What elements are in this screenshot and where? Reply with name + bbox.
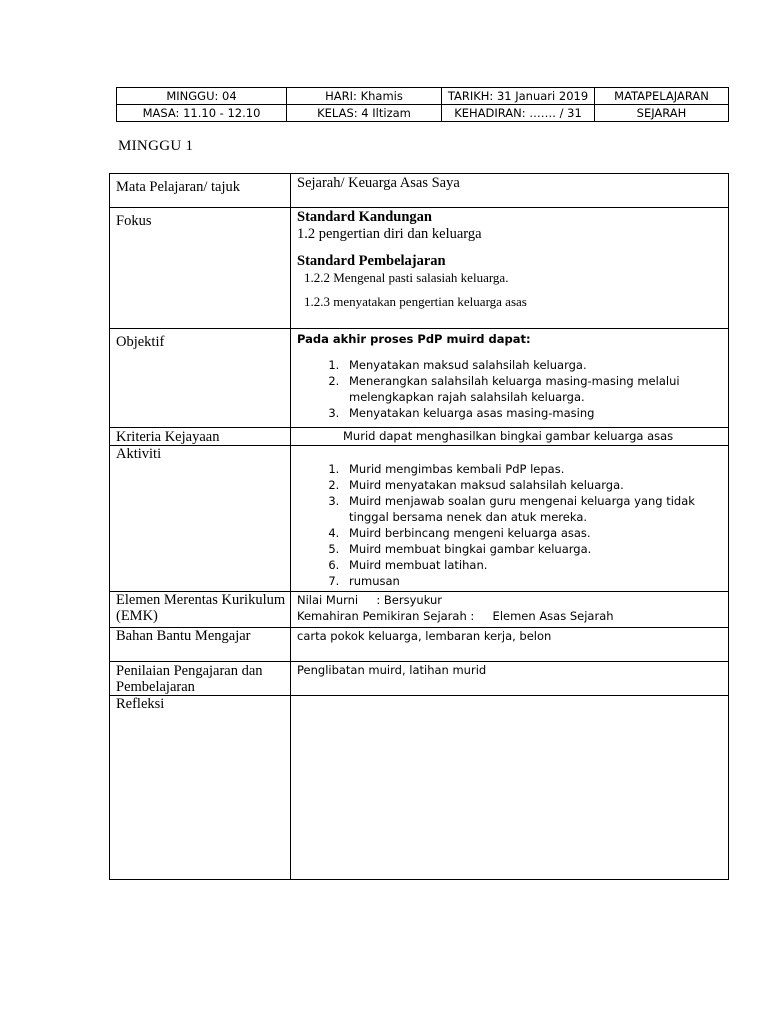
activity-item: 7. rumusan — [343, 573, 728, 589]
emk-value — [291, 592, 729, 628]
activity-item: 6. Muird membuat latihan. — [343, 557, 728, 573]
objective-intro: Pada akhir proses PdP muird dapat: — [297, 332, 531, 346]
focus-value — [291, 208, 729, 329]
learning-standard-heading: Standard Pembelajaran — [297, 253, 446, 269]
learning-standard-item: 1.2.3 menyatakan pengertian keluarga asas — [304, 294, 527, 309]
criteria-label: Kriteria Kejayaan — [110, 428, 291, 446]
focus-row — [110, 208, 729, 329]
date-cell: TARIKH: 31 Januari 2019 — [442, 88, 595, 105]
reflection-value — [291, 696, 729, 880]
subject-row — [110, 174, 729, 208]
bbm-row — [110, 628, 729, 662]
activities-label: Aktiviti — [110, 446, 291, 592]
emk-label: Elemen Merentas Kurikulum (EMK) — [110, 592, 291, 628]
content-standard-value: 1.2 pengertian diri dan keluarga — [297, 226, 482, 242]
objective-label: Objektif — [110, 329, 291, 428]
activities-row — [110, 446, 729, 592]
class-cell: KELAS: 4 Iltizam — [287, 105, 442, 122]
criteria-row — [110, 428, 729, 446]
week-cell: MINGGU: 04 — [117, 88, 287, 105]
subject-label: Mata Pelajaran/ tajuk — [110, 174, 291, 208]
activities-list — [297, 461, 728, 589]
bbm-label: Bahan Bantu Mengajar — [110, 628, 291, 662]
day-cell: HARI: Khamis — [287, 88, 442, 105]
objective-list — [297, 357, 728, 421]
subject-value: Sejarah/ Keuarga Asas Saya — [291, 174, 729, 208]
content-standard-heading: Standard Kandungan — [297, 209, 432, 225]
activity-item: 2. Muird menyatakan maksud salahsilah keluarga. — [343, 477, 728, 493]
objective-row — [110, 329, 729, 428]
objective-item: 2. Menerangkan salahsilah keluarga masing-masing melalui melengkapkan rajah salahsilah keluarga. — [343, 373, 728, 405]
assessment-row — [110, 662, 729, 696]
emk-values-line: Nilai Murni : Bersyukur — [297, 593, 443, 607]
subject-name-cell: SEJARAH — [595, 105, 729, 122]
week-title: MINGGU 1 — [118, 138, 194, 154]
header-row — [117, 105, 729, 122]
activity-item: 3. Muird menjawab soalan guru mengenai keluarga yang tidak tinggal bersama nenek dan atuk mereka. — [343, 493, 728, 525]
bbm-value: carta pokok keluarga, lembaran kerja, belon — [291, 628, 729, 662]
objective-item: 3. Menyatakan keluarga asas masing-masing — [343, 405, 728, 421]
objective-value — [291, 329, 729, 428]
reflection-label: Refleksi — [110, 696, 291, 880]
assessment-value: Penglibatan muird, latihan murid — [291, 662, 729, 696]
header-row — [117, 88, 729, 105]
activity-item: 5. Muird membuat bingkai gambar keluarga. — [343, 541, 728, 557]
lesson-plan-table — [109, 173, 729, 880]
time-cell: MASA: 11.10 - 12.10 — [117, 105, 287, 122]
focus-label: Fokus — [110, 208, 291, 329]
criteria-value: Murid dapat menghasilkan bingkai gambar keluarga asas — [291, 428, 729, 446]
attendance-cell: KEHADIRAN: ……. / 31 — [442, 105, 595, 122]
activities-value — [291, 446, 729, 592]
objective-item: 1. Menyatakan maksud salahsilah keluarga. — [343, 357, 728, 373]
reflection-row — [110, 696, 729, 880]
subject-heading-cell: MATAPELAJARAN — [595, 88, 729, 105]
activity-item: 4. Muird berbincang mengeni keluarga asas. — [343, 525, 728, 541]
activity-item: 1. Murid mengimbas kembali PdP lepas. — [343, 461, 728, 477]
emk-thinking-line: Kemahiran Pemikiran Sejarah : Elemen Asas Sejarah — [297, 609, 614, 623]
emk-row — [110, 592, 729, 628]
learning-standard-item: 1.2.2 Mengenal pasti salasiah keluarga. — [304, 270, 509, 285]
assessment-label: Penilaian Pengajaran dan Pembelajaran — [110, 662, 291, 696]
header-info-table — [116, 87, 729, 122]
